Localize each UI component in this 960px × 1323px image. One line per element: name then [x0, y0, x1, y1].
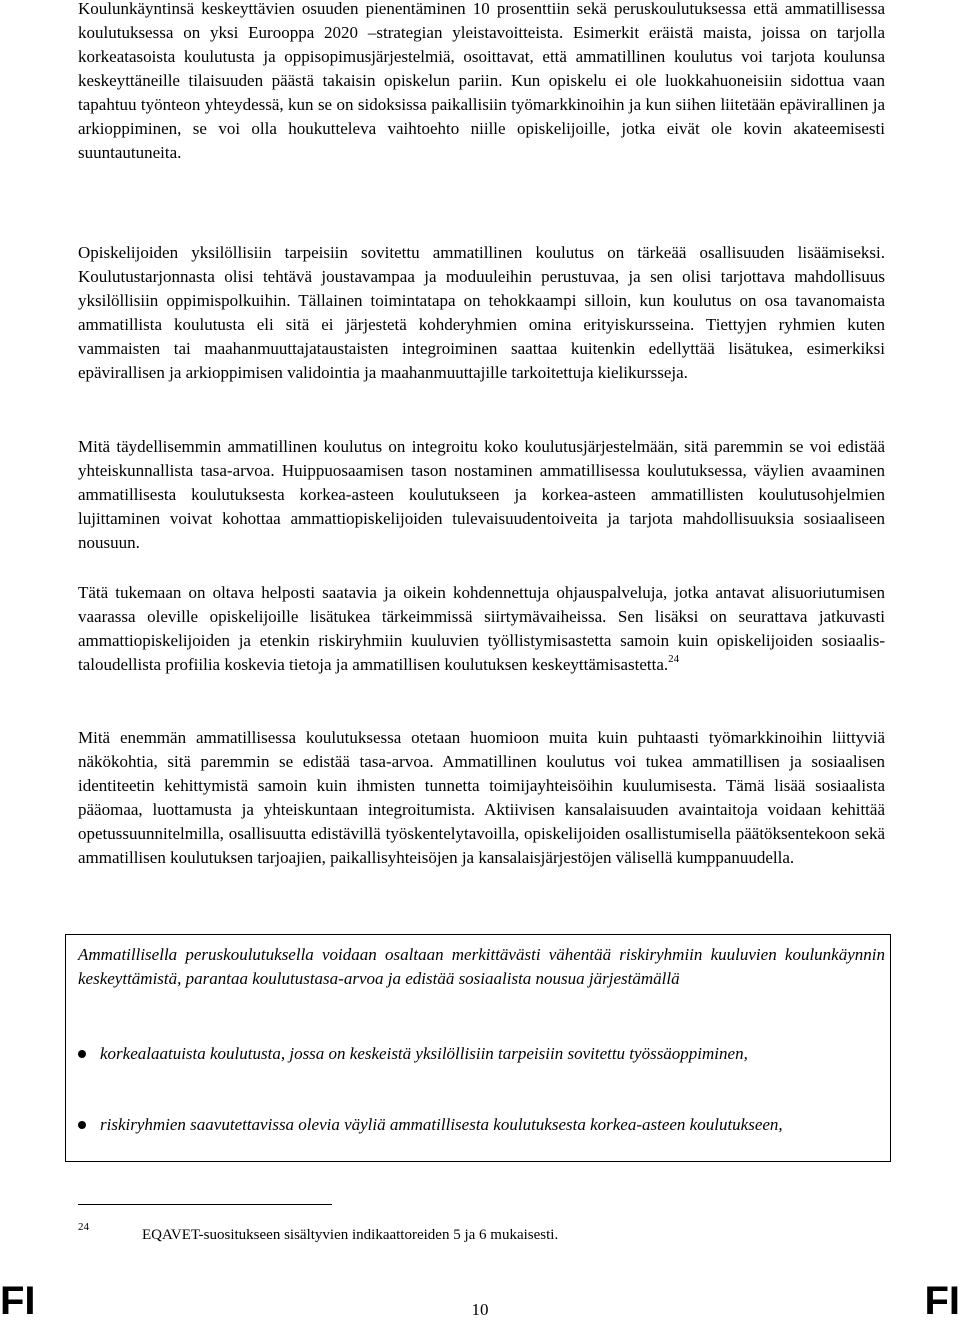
- language-code-right: FI: [924, 1279, 960, 1323]
- paragraph-equality: Mitä enemmän ammatillisessa koulutuksessa otetaan huomioon muita kuin puhtaasti työmarkkinoihin liittyviä näkökohtia, sitä paremmin se edistää tasa-arvoa. Ammatillinen koulutus voi tukea ammatillisen ja sosiaalisen identiteetin kehittymistä samoin kuin ihmisten tunnetta toimijayhteisöihin kuulumisesta. Tämä lisää sosiaalista pääomaa, luottamusta ja yhteiskuntaan integroitumista. Aktiivisen kansalaisuuden avaintaitoja voidaan kehittää opetussuunnitelmilla, osallisuutta edistävillä työskentelytavoilla, opiskelijoiden osallistumisella päätöksentekoon sekä ammatillisen koulutuksen tarjoajien, paikallisyhteisöjen ja kansalaisjärjestöjen välisellä kumppanuudella.: [78, 728, 885, 867]
- paragraph-guidance-services: [78, 581, 885, 677]
- paragraph-dropout-target: Koulunkäyntinsä keskeyttävien osuuden pienentäminen 10 prosenttiin sekä peruskoulutuksessa että ammatillisessa koulutuksessa on yksi Eurooppa 2020 –strategian yleistavoitteista. Esimerkit eräistä maista, joissa on tarjolla korkeatasoista koulutusta ja oppisopimusjärjestelmiä, osoittavat, että ammatillinen koulutus voi tarjota koulunsa keskeyttäneille tilaisuuden päästä takaisin opiskelun pariin. Kun opiskelu ei ole luokkahuoneisiin sidottua vaan tapahtuu työnteon yhteydessä, kun se on sidoksissa paikallisiin työmarkkinoihin ja kun siihen liitetään epävirallinen ja arkioppiminen, se voi olla houkutteleva vaihtoehto niille opiskelijoille, jotka eivät ole kovin akateemisesti suuntautuneita.: [78, 0, 885, 162]
- bullet-icon: [78, 1121, 86, 1129]
- paragraph-individual-needs: Opiskelijoiden yksilöllisiin tarpeisiin sovitettu ammatillinen koulutus on tärkeää osallisuuden lisäämiseksi. Koulutustarjonnasta olisi tehtävä joustavampaa ja moduuleihin perustuvaa, ja sen olisi tarjottava mahdollisuus yksilöllisiin oppimispolkuihin. Tällainen toimintatapa on tehokkaampi silloin, kun koulutus on osa tavanomaista ammatillista koulutusta eli sitä ei järjestetä kohderyhmien omina erityiskursseina. Tiettyjen ryhmien kuten vammaisten tai maahanmuuttajataustaisten integroiminen saattaa kuitenkin edellyttää lisätukea, esimerkiksi epävirallisen ja arkioppimisen validointia ja maahanmuuttajille tarkoitettuja kielikursseja.: [78, 243, 885, 382]
- conclusion-bullet-text: korkealaatuista koulutusta, jossa on keskeistä yksilöllisiin tarpeisiin sovitettu työssäoppiminen,: [100, 1044, 748, 1063]
- footnote-divider: [78, 1204, 332, 1205]
- paragraph-integration: Mitä täydellisemmin ammatillinen koulutus on integroitu koko koulutusjärjestelmään, sitä paremmin se voi edistää yhteiskunnallista tasa-arvoa. Huippuosaamisen tason nostaminen ammatillisessa koulutuksessa, väylien avaaminen ammatillisesta koulutuksesta korkea-asteen koulutukseen ja korkea-asteen ammatillisten koulutusohjelmien lujittaminen voivat kohottaa ammattiopiskelijoiden tulevaisuudentoiveita ja tarjota mahdollisuuksia sosiaaliseen nousuun.: [78, 437, 885, 552]
- footnote-text: EQAVET-suositukseen sisältyvien indikaattoreiden 5 ja 6 mukaisesti.: [142, 1227, 559, 1243]
- footnote-number: 24: [78, 1221, 89, 1233]
- bullet-icon: [78, 1050, 86, 1058]
- footnote-reference[interactable]: 24: [668, 653, 680, 665]
- conclusion-intro: Ammatillisella peruskoulutuksella voidaan osaltaan merkittävästi vähentää riskiryhmiin kuuluvien koulunkäynnin keskeyttämistä, parantaa koulutustasa-arvoa ja edistää sosiaalista nousua järjestämällä: [78, 945, 885, 988]
- conclusion-box: [65, 934, 891, 1162]
- conclusion-bullet-text: riskiryhmien saavutettavissa olevia väyliä ammatillisesta koulutuksesta korkea-asteen koulutukseen,: [100, 1115, 783, 1134]
- page-number: 10: [471, 1300, 489, 1319]
- paragraph-guidance-text: Tätä tukemaan on oltava helposti saatavia ja oikein kohdennettuja ohjauspalveluja, jotka antavat alisuoriutumisen vaarassa oleville opiskelijoille lisätukea tärkeimmissä siirtymävaiheissa. Sen lisäksi on seurattava jatkuvasti ammattiopiskelijoiden ja etenkin riskiryhmiin kuuluvien työllistymisastetta samoin kuin opiskelijoiden sosiaalis-taloudellista profiilia koskevia tietoja ja ammatillisen koulutuksen keskeyttämisastetta.: [78, 583, 885, 674]
- language-code-left: FI: [0, 1279, 36, 1323]
